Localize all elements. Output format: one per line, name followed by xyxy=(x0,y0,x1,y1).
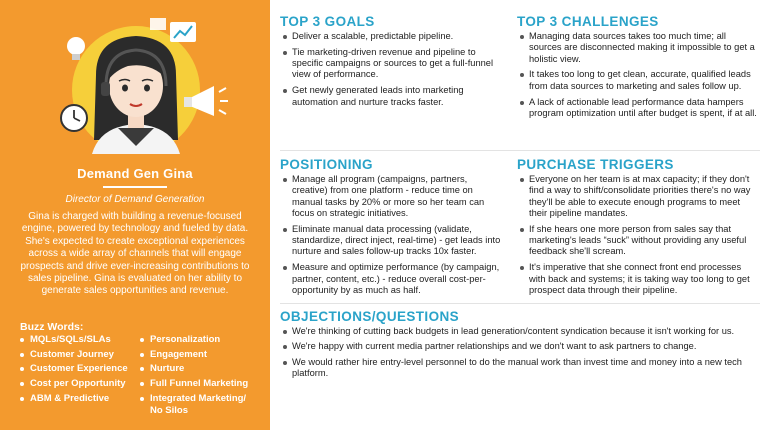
positioning-list xyxy=(280,174,505,296)
challenges-list xyxy=(517,31,757,119)
name-underline xyxy=(103,186,167,188)
buzz-word: Full Funnel Marketing xyxy=(138,378,260,390)
purchase-triggers-list xyxy=(517,174,757,296)
goals-heading: TOP 3 GOALS xyxy=(280,14,375,29)
trigger-item: Everyone on her team is at max capacity; if they don't find a way to shift/consolidate priorities there's no way they'll be able to execute enough programs to meet their pipeline mandates. xyxy=(517,174,757,219)
objection-item: We're thinking of cutting back budgets in lead generation/content syndication because it isn't working for us. xyxy=(280,326,760,337)
persona-illustration xyxy=(0,0,270,160)
goals-section xyxy=(280,14,505,113)
section-divider xyxy=(280,303,760,304)
objection-item: We're happy with current media partner relationships and we don't want to ask partners to change. xyxy=(280,341,760,352)
objections-heading: OBJECTIONS/QUESTIONS xyxy=(280,309,460,324)
challenge-item: Managing data sources takes too much time; all sources are disconnected making it impossible to get a holistic view. xyxy=(517,31,757,65)
purchase-triggers-heading: PURCHASE TRIGGERS xyxy=(517,157,674,172)
buzz-word: Cost per Opportunity xyxy=(18,378,138,390)
buzz-word: ABM & Predictive xyxy=(18,393,138,405)
objections-list xyxy=(280,326,760,379)
challenge-item: A lack of actionable lead performance data hampers program optimization until after budget is spent, if at all. xyxy=(517,97,757,120)
persona-panel xyxy=(0,0,270,430)
positioning-heading: POSITIONING xyxy=(280,157,373,172)
buzz-word: Integrated Marketing/ No Silos xyxy=(138,393,260,417)
goals-list xyxy=(280,31,505,108)
buzz-word: Nurture xyxy=(138,363,260,375)
buzz-words-column-2 xyxy=(138,334,260,419)
buzz-words-column-1 xyxy=(18,334,138,407)
trigger-item: If she hears one more person from sales say that marketing's leads “suck” without providing any useful feedback she'll scream. xyxy=(517,224,757,258)
goal-item: Tie marketing-driven revenue and pipeline to specific campaigns or sources to get a full-funnel view of performance. xyxy=(280,47,505,81)
persona-name: Demand Gen Gina xyxy=(77,166,193,181)
trigger-item: It's imperative that she connect front end processes with back and systems; it is taking way too long to get prospect data through their pipeline. xyxy=(517,262,757,296)
buzz-word: Engagement xyxy=(138,349,260,361)
challenges-heading: TOP 3 CHALLENGES xyxy=(517,14,659,29)
persona-description: Gina is charged with building a revenue-focused engine, powered by technology and fueled by data. She's expected to create exceptional experiences across a wide array of channels that will engage prospects and drive ever-increasing contributions to sales pipeline. Gina is evaluated on her ability to generate sales opportunities and revenue. xyxy=(20,211,250,297)
goal-item: Get newly generated leads into marketing automation and nurture tracks faster. xyxy=(280,85,505,108)
buzz-word: Customer Experience xyxy=(18,363,138,375)
purchase-triggers-section xyxy=(517,157,757,301)
positioning-item: Manage all program (campaigns, partners, creative) from one platform - reduce time on manual tasks by 20% or more so her team can focus on strategic initiatives. xyxy=(280,174,505,219)
buzz-words-title: Buzz Words: xyxy=(20,321,84,333)
challenges-section xyxy=(517,14,757,124)
goal-item: Deliver a scalable, predictable pipeline. xyxy=(280,31,505,42)
buzz-word: Customer Journey xyxy=(18,349,138,361)
buzz-word: Personalization xyxy=(138,334,260,346)
section-divider xyxy=(280,150,760,151)
positioning-section xyxy=(280,157,505,301)
challenge-item: It takes too long to get clean, accurate, qualified leads from data sources to marketing and sales follow up. xyxy=(517,69,757,92)
positioning-item: Measure and optimize performance (by campaign, partner, content, etc.) - reduce overall cost-per-opportunity by as much as half. xyxy=(280,262,505,296)
objections-section xyxy=(280,309,760,383)
positioning-item: Eliminate manual data processing (validate, standardize, direct inject, real-time) - get leads into nurture and sales follow-up tracks 10x faster. xyxy=(280,224,505,258)
objection-item: We would rather hire entry-level personnel to do the manual work than invest time and money into a new tech platform. xyxy=(280,357,760,380)
buzz-word: MQLs/SQLs/SLAs xyxy=(18,334,138,346)
persona-role: Director of Demand Generation xyxy=(65,194,205,205)
